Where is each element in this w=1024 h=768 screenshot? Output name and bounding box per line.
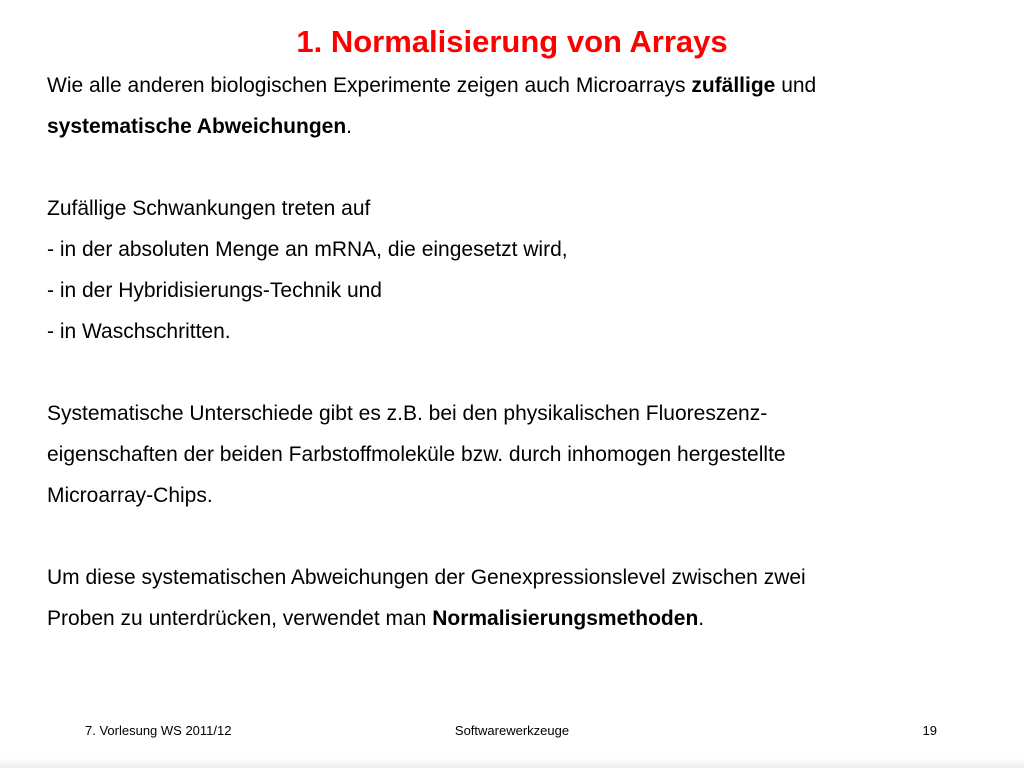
spacer [47, 147, 997, 188]
random-item: - in der Hybridisierungs-Technik und [47, 279, 382, 302]
bottom-edge [0, 758, 1024, 768]
intro-paragraph-line-2 [47, 106, 997, 147]
systematic-line: Systematische Unterschiede gibt es z.B. bei den physikalischen Fluoreszenz- [47, 402, 768, 425]
conclusion-bold-methods: Normalisierungsmethoden [432, 607, 699, 630]
intro-text-end: . [346, 115, 352, 138]
intro-paragraph-line-1 [47, 65, 997, 106]
slide-title: 1. Normalisierung von Arrays [296, 24, 728, 59]
conclusion-line-1: Um diese systematischen Abweichungen der Genexpressionslevel zwischen zwei [47, 566, 806, 589]
random-heading: Zufällige Schwankungen treten auf [47, 197, 371, 220]
conclusion-text-end: . [698, 607, 705, 630]
intro-text: Wie alle anderen biologischen Experimente zeigen auch Microarrays [47, 74, 692, 97]
intro-bold-systematic: systematische Abweichungen [47, 115, 347, 138]
intro-bold-random: zufällige [691, 74, 776, 97]
footer-page-number: 19 [922, 723, 937, 738]
conclusion-line-2 [47, 598, 997, 639]
systematic-line: eigenschaften der beiden Farbstoffmoleküle bzw. durch inhomogen hergestellte [47, 443, 786, 466]
spacer [47, 516, 997, 557]
footer-course: Softwarewerkzeuge [454, 723, 570, 738]
slide-body [47, 65, 997, 639]
random-item: - in Waschschritten. [47, 320, 231, 343]
conclusion-text: Proben zu unterdrücken, verwendet man [47, 607, 433, 630]
random-item: - in der absoluten Menge an mRNA, die eingesetzt wird, [47, 238, 568, 261]
footer-lecture: 7. Vorlesung WS 2011/12 [85, 723, 232, 738]
spacer [47, 352, 997, 393]
systematic-line: Microarray-Chips. [47, 484, 213, 507]
intro-text-middle: und [775, 74, 817, 97]
